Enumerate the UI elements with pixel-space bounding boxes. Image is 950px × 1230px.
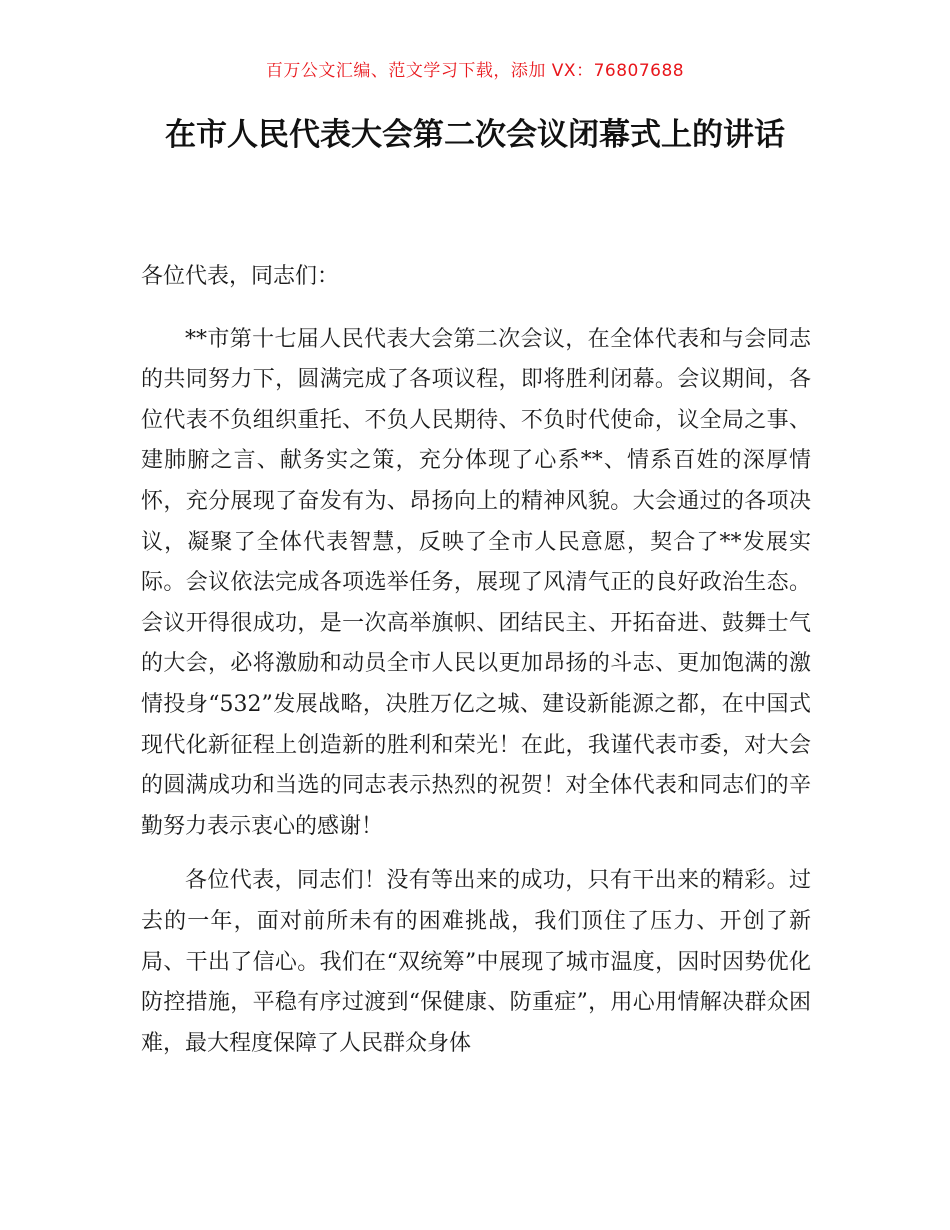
header-note: 百万公文汇编、范文学习下载，添加 VX：76807688: [265, 61, 685, 81]
document-title: 在市人民代表大会第二次会议闭幕式上的讲话: [165, 117, 785, 153]
salutation: 各位代表，同志们：: [141, 264, 340, 289]
paragraph-2: 各位代表，同志们！没有等出来的成功，只有干出来的精彩。过去的一年，面对前所未有的困难挑战，我们顶住了压力、开创了新局、干出了信心。我们在“双统筹”中展现了城市温度，因时因势优化防控措施，平稳有序过渡到“保健康、防重症”，用心用情解决群众困难，最大程度保障了人民群众身体: [141, 868, 811, 1056]
document-body: [141, 257, 811, 1064]
paragraph-1: **市第十七届人民代表大会第二次会议，在全体代表和与会同志的共同努力下，圆满完成了各项议程，即将胜利闭幕。会议期间，各位代表不负组织重托、不负人民期待、不负时代使命，议全局之事、建肺腑之言、献务实之策，充分体现了心系**、情系百姓的深厚情怀，充分展现了奋发有为、昂扬向上的精神风貌。大会通过的各项决议，凝聚了全体代表智慧，反映了全市人民意愿，契合了**发展实际。会议依法完成各项选举任务，展现了风清气正的良好政治生态。会议开得很成功，是一次高举旗帜、团结民主、开拓奋进、鼓舞士气的大会，必将激励和动员全市人民以更加昂扬的斗志、更加饱满的激情投身“532”发展战略，决胜万亿之城、建设新能源之都，在中国式现代化新征程上创造新的胜利和荣光！在此，我谨代表市委，对大会的圆满成功和当选的同志表示热烈的祝贺！对全体代表和同志们的辛勤努力表示衷心的感谢！: [141, 326, 811, 839]
